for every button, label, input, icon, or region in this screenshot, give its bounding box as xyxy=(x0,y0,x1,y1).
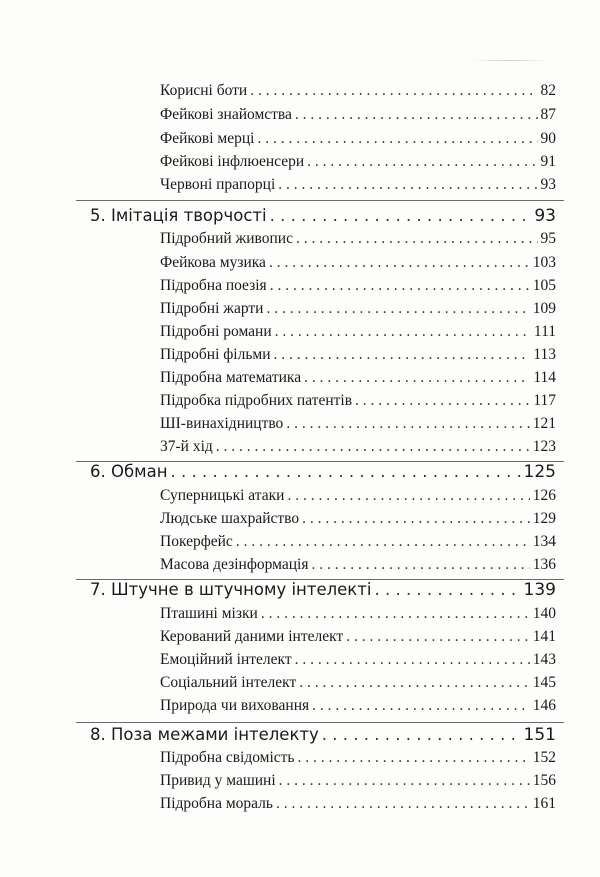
toc-item-page: 87 xyxy=(540,106,556,123)
toc-chapter-title: 6. Обман xyxy=(90,462,168,481)
dot-leader xyxy=(287,487,529,505)
toc-item-page: 145 xyxy=(532,674,556,691)
toc-item-page: 152 xyxy=(532,749,556,766)
toc-item[interactable] xyxy=(160,176,556,194)
toc-chapter-page: 125 xyxy=(523,462,556,482)
toc-chapter-6[interactable] xyxy=(90,462,556,482)
toc-item[interactable] xyxy=(160,323,556,341)
dot-leader xyxy=(269,254,530,272)
toc-item[interactable] xyxy=(160,795,556,813)
dot-leader xyxy=(299,674,530,692)
toc-item-title: Підробний живопис xyxy=(160,230,293,247)
toc-item-page: 146 xyxy=(532,697,556,714)
toc-chapter-title: 5. Імітація творчості xyxy=(90,206,267,225)
toc-item[interactable] xyxy=(160,346,556,364)
toc-item[interactable] xyxy=(160,772,556,790)
toc-item[interactable] xyxy=(160,510,556,528)
toc-chapter-5[interactable] xyxy=(90,206,556,226)
toc-chapter-title: 8. Поза межами інтелекту xyxy=(90,725,319,744)
toc-item-title: Підробна поезія xyxy=(160,277,267,294)
toc-item-title: Покерфейс xyxy=(160,533,233,550)
toc-item[interactable] xyxy=(160,153,556,171)
dot-leader xyxy=(296,230,538,248)
toc-item-title: Суперницькі атаки xyxy=(160,487,285,504)
toc-item-page: 140 xyxy=(532,605,556,622)
dot-leader xyxy=(250,82,537,100)
toc-item-page: 123 xyxy=(532,438,556,455)
dot-leader xyxy=(302,510,530,528)
dot-leader xyxy=(279,772,530,790)
dot-leader xyxy=(261,605,530,623)
toc-item[interactable] xyxy=(160,300,556,318)
toc-item-page: 82 xyxy=(540,82,556,99)
section-divider xyxy=(76,722,564,723)
toc-item-title: Червоні прапорці xyxy=(160,176,276,193)
toc-item[interactable] xyxy=(160,106,556,124)
dot-leader xyxy=(274,346,531,364)
toc-item-page: 95 xyxy=(540,230,556,247)
dot-leader xyxy=(171,462,521,481)
toc-item[interactable] xyxy=(160,697,556,715)
toc-item-title: Підробні романи xyxy=(160,323,272,340)
toc-item-page: 156 xyxy=(532,772,556,789)
toc-item[interactable] xyxy=(160,130,556,148)
toc-item-title: Емоційний інтелект xyxy=(160,651,292,668)
toc-item-page: 111 xyxy=(533,323,556,340)
toc-item[interactable] xyxy=(160,392,556,410)
toc-item-title: Привид у машині xyxy=(160,772,276,789)
toc-item-page: 126 xyxy=(532,487,556,504)
toc-item-title: Підробна мораль xyxy=(160,795,273,812)
scan-mark xyxy=(470,60,550,61)
dot-leader xyxy=(374,580,520,599)
dot-leader xyxy=(275,323,531,341)
toc-item-title: Людське шахрайство xyxy=(160,510,300,527)
toc-item-title: Підробка підробних патентів xyxy=(160,392,353,409)
dot-leader xyxy=(312,697,530,715)
toc-chapter-page: 139 xyxy=(523,580,556,600)
dot-leader xyxy=(257,130,537,148)
dot-leader xyxy=(278,176,537,194)
toc-item[interactable] xyxy=(160,487,556,505)
toc-item-page: 114 xyxy=(533,369,556,386)
toc-item-title: Масова дезінформація xyxy=(160,556,309,573)
toc-item-page: 121 xyxy=(532,415,556,432)
toc-item-title: Керований даними інтелект xyxy=(160,628,344,645)
toc-item-title: Фейкові мерці xyxy=(160,130,255,147)
toc-item[interactable] xyxy=(160,369,556,387)
toc-item-title: Корисні боти xyxy=(160,82,248,99)
toc-chapter-title: 7. Штучне в штучному інтелекті xyxy=(90,580,372,599)
toc-item[interactable] xyxy=(160,628,556,646)
toc-item[interactable] xyxy=(160,82,556,100)
toc-item-page: 143 xyxy=(532,651,556,668)
dot-leader xyxy=(286,415,529,433)
dot-leader xyxy=(270,277,530,295)
toc-item-title: Фейкові знайомства xyxy=(160,106,292,123)
dot-leader xyxy=(311,556,529,574)
dot-leader xyxy=(298,749,530,767)
toc-item-page: 105 xyxy=(532,277,556,294)
toc-chapter-8[interactable] xyxy=(90,725,556,745)
toc-item-title: Підробна свідомість xyxy=(160,749,295,766)
toc-item-title: Фейкові інфлюенсери xyxy=(160,153,305,170)
dot-leader xyxy=(322,725,521,744)
dot-leader xyxy=(270,206,532,225)
toc-item[interactable] xyxy=(160,415,556,433)
toc-item-title: Підробна математика xyxy=(160,369,302,386)
toc-item-page: 90 xyxy=(540,130,556,147)
toc-item[interactable] xyxy=(160,277,556,295)
toc-item-title: Підробні жарти xyxy=(160,300,264,317)
toc-item-page: 134 xyxy=(532,533,556,550)
section-divider xyxy=(76,200,564,201)
dot-leader xyxy=(295,106,538,124)
toc-item[interactable] xyxy=(160,556,556,574)
toc-chapter-7[interactable] xyxy=(90,580,556,600)
toc-item-title: ШІ-винахідництво xyxy=(160,415,284,432)
toc-item-page: 117 xyxy=(533,392,556,409)
toc-item[interactable] xyxy=(160,230,556,248)
toc-item[interactable] xyxy=(160,438,556,456)
toc-chapter-page: 151 xyxy=(523,725,556,745)
dot-leader xyxy=(276,795,530,813)
toc-item-title: Пташині мізки xyxy=(160,605,258,622)
toc-item-page: 129 xyxy=(532,510,556,527)
toc-item-page: 161 xyxy=(532,795,556,812)
toc-item-title: Природа чи виховання xyxy=(160,697,310,714)
toc-item[interactable] xyxy=(160,674,556,692)
toc-chapter-page: 93 xyxy=(534,206,556,226)
toc-item-page: 91 xyxy=(540,153,556,170)
toc-item[interactable] xyxy=(160,651,556,669)
dot-leader xyxy=(355,392,530,410)
toc-item-page: 103 xyxy=(532,254,556,271)
toc-item[interactable] xyxy=(160,605,556,623)
toc-item-title: 37-й хід xyxy=(160,438,213,455)
toc-item-page: 93 xyxy=(540,176,556,193)
toc-item-page: 109 xyxy=(532,300,556,317)
toc-item-page: 113 xyxy=(533,346,556,363)
toc-item-title: Соціальний інтелект xyxy=(160,674,297,691)
dot-leader xyxy=(266,300,529,318)
dot-leader xyxy=(346,628,530,646)
toc-item[interactable] xyxy=(160,533,556,551)
toc-item-page: 136 xyxy=(532,556,556,573)
dot-leader xyxy=(304,369,530,387)
toc-item[interactable] xyxy=(160,254,556,272)
dot-leader xyxy=(216,438,530,456)
toc-item-page: 141 xyxy=(532,628,556,645)
toc-item[interactable] xyxy=(160,749,556,767)
toc-item-title: Підробні фільми xyxy=(160,346,271,363)
dot-leader xyxy=(295,651,530,669)
dot-leader xyxy=(236,533,530,551)
toc-item-title: Фейкова музика xyxy=(160,254,266,271)
dot-leader xyxy=(307,153,537,171)
